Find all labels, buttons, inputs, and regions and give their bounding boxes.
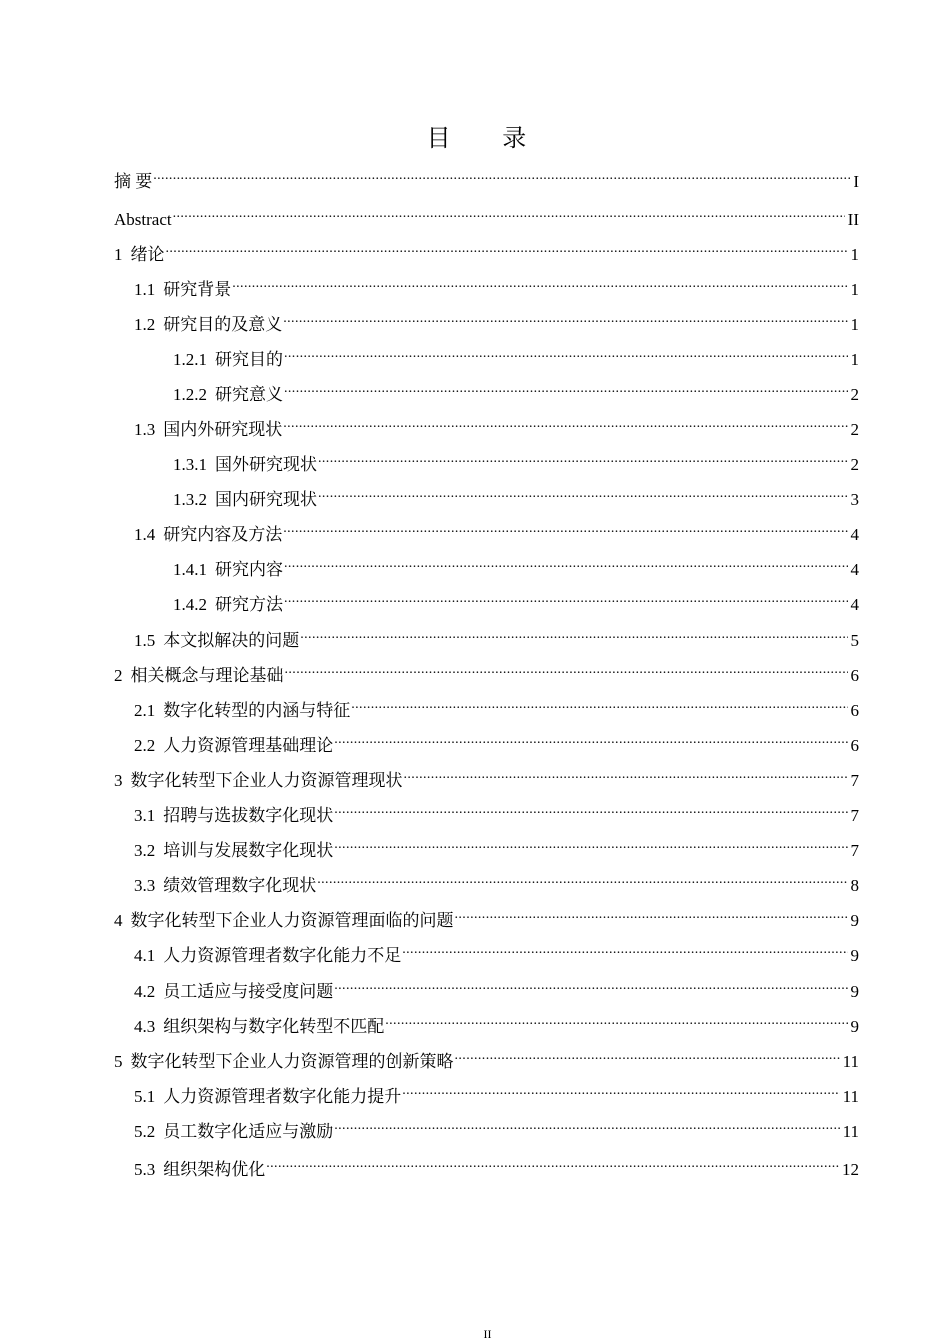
toc-entry-ch4[interactable] <box>114 902 859 933</box>
toc-entry-ch3[interactable] <box>114 762 859 793</box>
toc-entry-4-3[interactable] <box>134 1008 859 1039</box>
toc-entry-label: 培训与发展数字化现状 <box>163 841 334 860</box>
toc-entry-label: 相关概念与理论基础 <box>130 666 284 685</box>
toc-entry-label: 研究目的及意义 <box>163 315 283 334</box>
dot-leader <box>334 832 847 856</box>
toc-entry-page: 1 <box>850 350 859 369</box>
dot-leader <box>318 481 848 505</box>
toc-entry-number: 5.3 <box>134 1160 156 1179</box>
toc-entry-5-2[interactable] <box>134 1113 859 1144</box>
toc-entry-page: 5 <box>850 631 859 650</box>
toc-entry-number: 5 <box>114 1052 123 1071</box>
dot-leader <box>283 306 847 330</box>
toc-entry-page: 6 <box>850 701 859 720</box>
toc-entry-3-3[interactable] <box>134 867 859 898</box>
toc-entry-page: 7 <box>850 806 859 825</box>
toc-entry-label: 数字化转型的内涵与特征 <box>163 701 351 720</box>
dot-leader <box>166 236 848 260</box>
toc-entry-label: 国外研究现状 <box>215 455 317 474</box>
toc-entry-label: 摘 要 <box>114 172 153 191</box>
toc-entry-page: 12 <box>842 1160 859 1179</box>
toc-entry-page: 1 <box>850 280 859 299</box>
toc-entry-3-1[interactable] <box>134 797 859 828</box>
toc-entry-page: 2 <box>850 385 859 404</box>
toc-entry-label: Abstract <box>114 210 172 229</box>
toc-entry-label: 组织架构与数字化转型不匹配 <box>163 1017 385 1036</box>
dot-leader <box>334 727 847 751</box>
toc-entry-number: 4.2 <box>134 982 156 1001</box>
toc-entry-page: 11 <box>842 1087 859 1106</box>
toc-entry-2-1[interactable] <box>134 692 859 723</box>
toc-entry-page: 3 <box>850 490 859 509</box>
toc-entry-page: 9 <box>850 911 859 930</box>
dot-leader <box>284 551 848 575</box>
page-number: II <box>483 1327 492 1341</box>
dot-leader <box>284 376 848 400</box>
toc-entry-label: 研究背景 <box>163 280 232 299</box>
toc-entry-ch1[interactable] <box>114 236 859 267</box>
dot-leader <box>153 163 850 187</box>
dot-leader <box>334 797 847 821</box>
toc-entry-3-2[interactable] <box>134 832 859 863</box>
toc-entry-number: 5.2 <box>134 1122 156 1141</box>
toc-entry-1-1[interactable] <box>134 271 859 302</box>
toc-entry-page: 7 <box>850 771 859 790</box>
toc-entry-number: 1.1 <box>134 280 156 299</box>
dot-leader <box>266 1151 839 1175</box>
toc-entry-label: 数字化转型下企业人力资源管理现状 <box>130 771 403 790</box>
toc-entry-number: 1.2.2 <box>173 385 207 404</box>
toc-entry-label: 研究目的 <box>215 350 283 369</box>
toc-entry-1-3-1[interactable] <box>173 446 859 477</box>
toc-entry-number: 1.3 <box>134 420 156 439</box>
toc-title: 目 录 <box>426 124 549 152</box>
toc-entry-page: 1 <box>850 245 859 264</box>
toc-entry-1-4-2[interactable] <box>173 586 859 617</box>
toc-entry-number: 1.5 <box>134 631 156 650</box>
toc-entry-page: 4 <box>850 525 859 544</box>
dot-leader <box>404 762 848 786</box>
toc-entry-label: 人力资源管理基础理论 <box>163 736 334 755</box>
toc-entry-1-5[interactable] <box>134 622 859 653</box>
toc-entry-number: 1.3.2 <box>173 490 207 509</box>
toc-entry-label: 国内外研究现状 <box>163 420 283 439</box>
toc-entry-number: 3.1 <box>134 806 156 825</box>
toc-entry-page: 8 <box>850 876 859 895</box>
toc-entry-page: 2 <box>850 455 859 474</box>
toc-entry-page: 7 <box>850 841 859 860</box>
toc-entry-label: 研究内容 <box>215 560 283 579</box>
toc-entry-label: 组织架构优化 <box>163 1160 266 1179</box>
toc-entry-5-3[interactable] <box>134 1151 859 1182</box>
toc-entry-1-2[interactable] <box>134 306 859 337</box>
toc-entry-page: 2 <box>850 420 859 439</box>
toc-entry-abstract-cn[interactable] <box>114 163 859 194</box>
toc-entry-page: 11 <box>842 1052 859 1071</box>
dot-leader <box>285 657 848 681</box>
toc-entry-label: 本文拟解决的问题 <box>163 631 300 650</box>
toc-entry-number: 3 <box>114 771 123 790</box>
toc-entry-page: I <box>853 172 859 191</box>
toc-entry-label: 绪论 <box>130 245 165 264</box>
toc-entry-abstract-en[interactable] <box>114 201 859 232</box>
toc-entry-1-2-1[interactable] <box>173 341 859 372</box>
toc-entry-page: 9 <box>850 946 859 965</box>
toc-entry-label: 研究意义 <box>215 385 283 404</box>
toc-entry-1-3[interactable] <box>134 411 859 442</box>
toc-entry-4-2[interactable] <box>134 973 859 1004</box>
dot-leader <box>318 446 848 470</box>
dot-leader <box>334 973 847 997</box>
toc-entry-label: 数字化转型下企业人力资源管理面临的问题 <box>130 911 454 930</box>
toc-entry-number: 3.2 <box>134 841 156 860</box>
toc-entry-number: 2 <box>114 666 123 685</box>
toc-entry-number: 4.1 <box>134 946 156 965</box>
toc-entry-page: 1 <box>850 315 859 334</box>
dot-leader <box>284 586 848 610</box>
dot-leader <box>173 201 845 225</box>
toc-entry-page: 4 <box>850 595 859 614</box>
toc-entry-number: 1.2.1 <box>173 350 207 369</box>
toc-entry-label: 人力资源管理者数字化能力不足 <box>163 946 402 965</box>
toc-entry-label: 招聘与选拔数字化现状 <box>163 806 334 825</box>
toc-entry-number: 2.2 <box>134 736 156 755</box>
toc-entry-1-4-1[interactable] <box>173 551 859 582</box>
toc-entry-number: 1.4.1 <box>173 560 207 579</box>
toc-entry-number: 1.3.1 <box>173 455 207 474</box>
toc-entry-1-2-2[interactable] <box>173 376 859 407</box>
toc-entry-page: 6 <box>850 666 859 685</box>
toc-entry-label: 研究方法 <box>215 595 283 614</box>
toc-entry-page: 9 <box>850 1017 859 1036</box>
toc-entry-label: 研究内容及方法 <box>163 525 283 544</box>
dot-leader <box>284 341 848 365</box>
toc-entry-number: 4 <box>114 911 123 930</box>
toc-entry-ch2[interactable] <box>114 657 859 688</box>
toc-entry-page: 9 <box>850 982 859 1001</box>
dot-leader <box>334 1113 839 1137</box>
dot-leader <box>455 902 848 926</box>
toc-entry-label: 员工适应与接受度问题 <box>163 982 334 1001</box>
toc-entry-number: 4.3 <box>134 1017 156 1036</box>
dot-leader <box>283 411 847 435</box>
toc-entry-page: 6 <box>850 736 859 755</box>
dot-leader <box>385 1008 847 1032</box>
toc-entry-page: II <box>847 210 859 229</box>
dot-leader <box>402 1078 839 1102</box>
toc-entry-1-4[interactable] <box>134 516 859 547</box>
toc-entry-number: 1 <box>114 245 123 264</box>
dot-leader <box>351 692 847 716</box>
toc-entry-page: 11 <box>842 1122 859 1141</box>
dot-leader <box>300 622 847 646</box>
toc-entry-label: 绩效管理数字化现状 <box>163 876 317 895</box>
toc-entry-4-1[interactable] <box>134 937 859 968</box>
toc-entry-label: 员工数字化适应与激励 <box>163 1122 334 1141</box>
dot-leader <box>232 271 847 295</box>
toc-entry-number: 1.2 <box>134 315 156 334</box>
dot-leader <box>283 516 847 540</box>
toc-entry-number: 1.4 <box>134 525 156 544</box>
toc-entry-number: 2.1 <box>134 701 156 720</box>
toc-entry-1-3-2[interactable] <box>173 481 859 512</box>
toc-entry-page: 4 <box>850 560 859 579</box>
toc-entry-5-1[interactable] <box>134 1078 859 1109</box>
dot-leader <box>317 867 847 891</box>
toc-entry-2-2[interactable] <box>134 727 859 758</box>
toc-entry-label: 国内研究现状 <box>215 490 317 509</box>
toc-entry-number: 5.1 <box>134 1087 156 1106</box>
dot-leader <box>402 937 847 961</box>
toc-entry-label: 数字化转型下企业人力资源管理的创新策略 <box>130 1052 454 1071</box>
toc-entry-label: 人力资源管理者数字化能力提升 <box>163 1087 402 1106</box>
toc-entry-ch5[interactable] <box>114 1043 859 1074</box>
toc-entry-number: 3.3 <box>134 876 156 895</box>
dot-leader <box>455 1043 840 1067</box>
toc-entry-number: 1.4.2 <box>173 595 207 614</box>
